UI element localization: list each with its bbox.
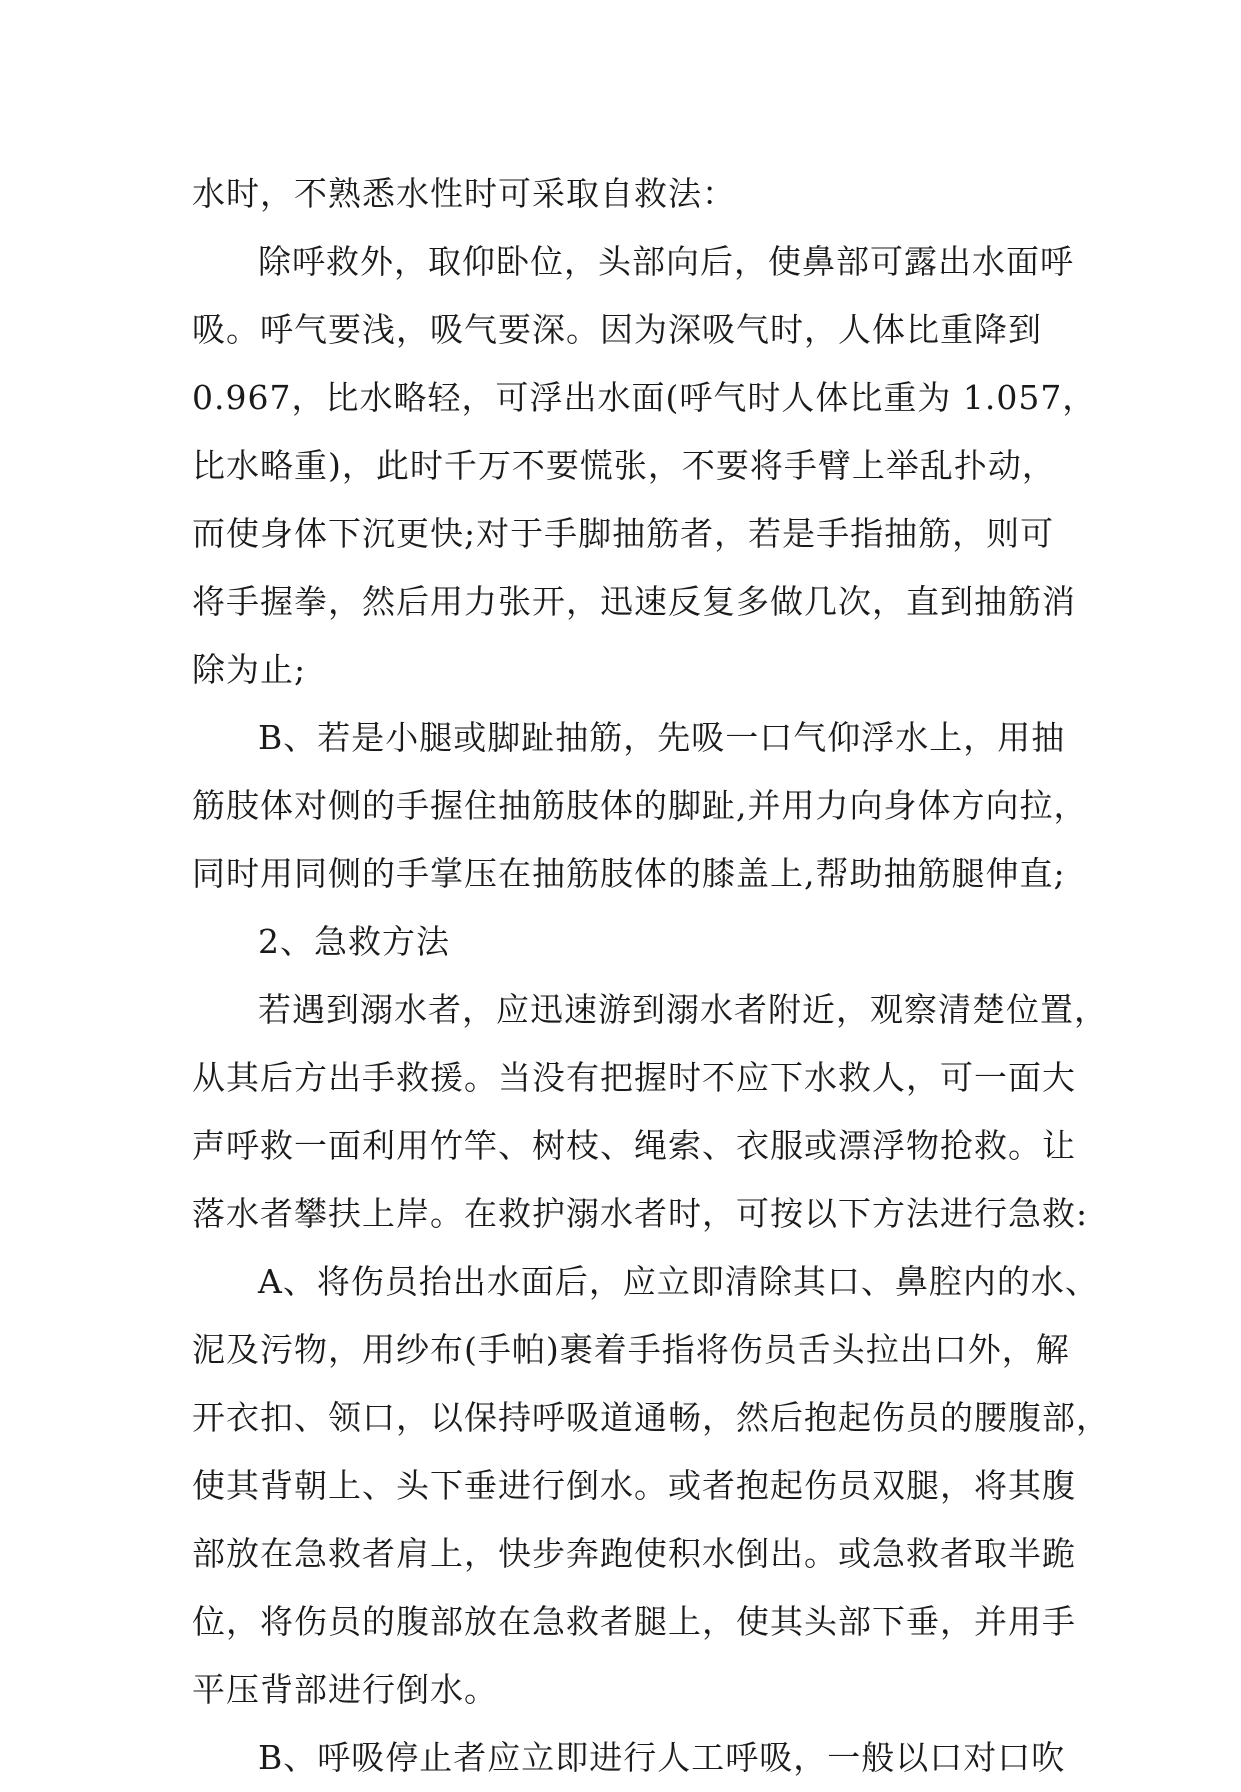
text-line: 若遇到溺水者，应迅速游到溺水者附近，观察清楚位置， (258, 990, 1108, 1029)
text-line: A、将伤员抬出水面后，应立即清除其口、鼻腔内的水、 (258, 1262, 1099, 1301)
text-line: 同时用同侧的手掌压在抽筋肢体的膝盖上,帮助抽筋腿伸直; (192, 854, 1066, 893)
text-line: 泥及污物，用纱布(手帕)裹着手指将伤员舌头拉出口外，解 (192, 1330, 1070, 1369)
text-line: 使其背朝上、头下垂进行倒水。或者抱起伤员双腿，将其腹 (192, 1466, 1076, 1505)
text-line: 而使身体下沉更快;对于手脚抽筋者，若是手指抽筋，则可 (192, 514, 1055, 553)
body-text (192, 160, 1110, 1792)
text-line: 位，将伤员的腹部放在急救者腿上，使其头部下垂，并用手 (192, 1602, 1076, 1641)
text-line: 吸。呼气要浅，吸气要深。因为深吸气时，人体比重降到 (192, 310, 1042, 349)
text-line: 声呼救一面利用竹竿、树枝、绳索、衣服或漂浮物抢救。让 (192, 1126, 1076, 1165)
text-line: 落水者攀扶上岸。在救护溺水者时，可按以下方法进行急救: (192, 1194, 1089, 1233)
text-line: 从其后方出手救援。当没有把握时不应下水救人，可一面大 (192, 1058, 1076, 1097)
text-line: B、呼吸停止者应立即进行人工呼吸，一般以口对口吹 (258, 1738, 1066, 1777)
text-line: 平压背部进行倒水。 (192, 1670, 498, 1709)
text-line: 除为止; (192, 650, 307, 689)
text-line: 将手握拳，然后用力张开，迅速反复多做几次，直到抽筋消 (192, 582, 1076, 621)
text-line: 开衣扣、领口，以保持呼吸道通畅，然后抱起伤员的腰腹部， (192, 1398, 1110, 1437)
text-line: 水时，不熟悉水性时可采取自救法： (192, 174, 736, 213)
text-line: B、若是小腿或脚趾抽筋，先吸一口气仰浮水上，用抽 (258, 718, 1066, 757)
text-line: 除呼救外，取仰卧位，头部向后，使鼻部可露出水面呼 (258, 242, 1074, 281)
text-line: 部放在急救者肩上，快步奔跑使积水倒出。或急救者取半跪 (192, 1534, 1076, 1573)
text-line: 0.967，比水略轻，可浮出水面(呼气时人体比重为 1.057， (192, 378, 1097, 417)
text-line: 比水略重)，此时千万不要慌张，不要将手臂上举乱扑动， (192, 446, 1056, 485)
text-line: 筋肢体对侧的手握住抽筋肢体的脚趾,并用力向身体方向拉， (192, 786, 1088, 825)
text-line: 2、急救方法 (258, 922, 450, 961)
